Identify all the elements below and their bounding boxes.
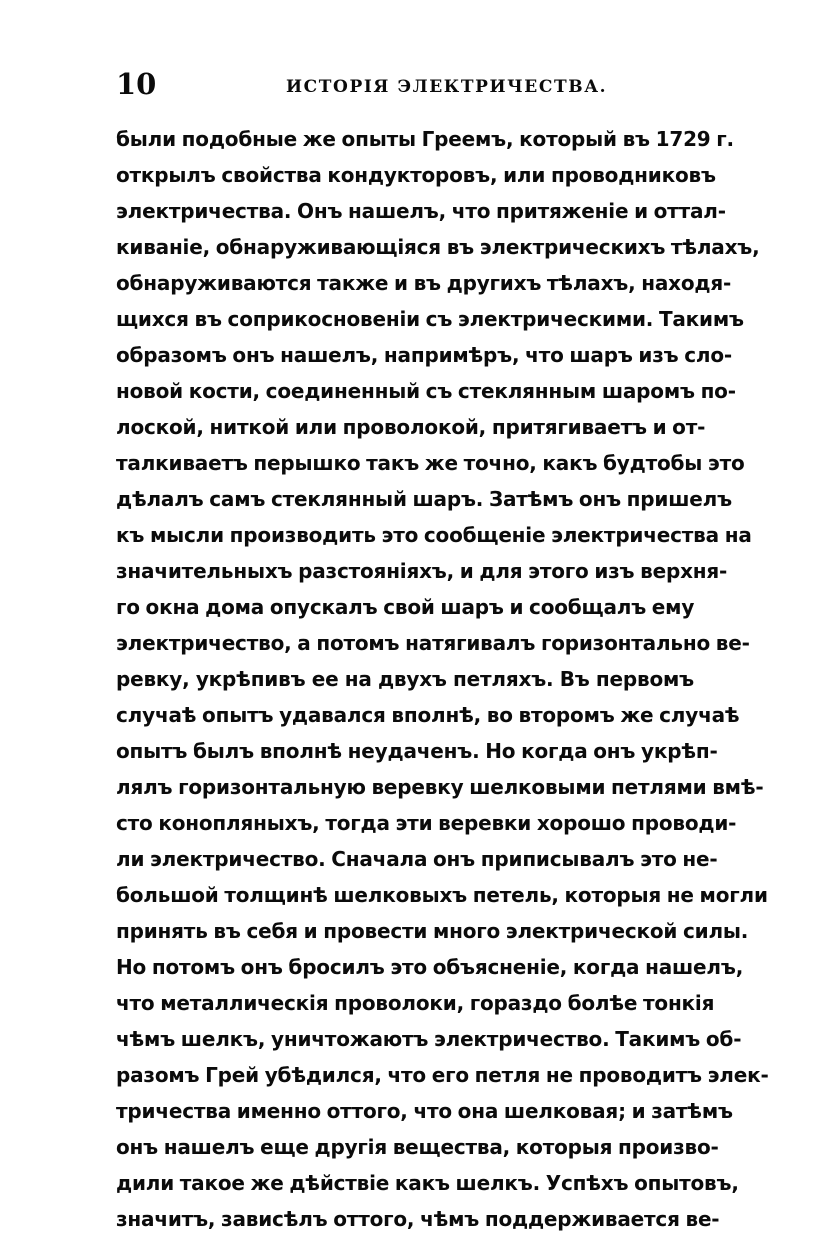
- text-line: киваніе, обнаруживающіяся въ электрическихъ тѣлахъ,: [116, 235, 760, 259]
- text-line: новой кости, соединенный съ стеклянным шаромъ по-: [116, 379, 736, 403]
- page-header: [0, 0, 840, 100]
- running-title: ИСТОРІЯ ЭЛЕКТРИЧЕСТВА.: [286, 77, 608, 97]
- text-line: дѣлалъ самъ стеклянный шаръ. Затѣмъ онъ пришелъ: [116, 487, 732, 511]
- text-line: были подобные же опыты Греемъ, который въ 1729 г.: [116, 127, 734, 151]
- body-text: [116, 121, 769, 1237]
- text-line: случаѣ опытъ удавался вполнѣ, во второмъ же случаѣ: [116, 703, 740, 727]
- text-line: тричества именно оттого, что она шелковая; и затѣмъ: [116, 1099, 733, 1123]
- text-line: лоской, ниткой или проволокой, притягиваетъ и от-: [116, 415, 706, 439]
- text-line: Но потомъ онъ бросилъ это объясненіе, когда нашелъ,: [116, 955, 744, 979]
- text-line: электричество, а потомъ натягивалъ горизонтально ве-: [116, 631, 750, 655]
- text-line: опытъ былъ вполнѣ неудаченъ. Но когда онъ укрѣп-: [116, 739, 718, 763]
- page-number: 10: [116, 67, 157, 101]
- text-line: щихся въ соприкосновеніи съ электрическими. Такимъ: [116, 307, 744, 331]
- text-line: что металлическія проволоки, гораздо болѣе тонкія: [116, 991, 715, 1015]
- text-line: обнаруживаются также и въ другихъ тѣлахъ, находя-: [116, 271, 732, 295]
- text-line: го окна дома опускалъ свой шаръ и сообщалъ ему: [116, 595, 695, 619]
- text-line: принять въ себя и провести много электрической силы.: [116, 919, 749, 943]
- text-line: къ мысли производить это сообщеніе электричества на: [116, 523, 752, 547]
- text-line: образомъ онъ нашелъ, напримѣръ, что шаръ изъ сло-: [116, 343, 733, 367]
- text-line: сто конопляныхъ, тогда эти веревки хорошо проводи-: [116, 811, 737, 835]
- text-line: значитъ, зависѣлъ оттого, чѣмъ поддерживается ве-: [116, 1207, 720, 1231]
- text-line: разомъ Грей убѣдился, что его петля не проводитъ элек-: [116, 1063, 769, 1087]
- text-line: талкиваетъ перышко такъ же точно, какъ будтобы это: [116, 451, 745, 475]
- text-line: электричества. Онъ нашелъ, что притяженіе и оттал-: [116, 199, 726, 223]
- text-line: открылъ свойства кондукторовъ, или проводниковъ: [116, 163, 716, 187]
- text-line: чѣмъ шелкъ, уничтожаютъ электричество. Такимъ об-: [116, 1027, 742, 1051]
- text-line: дили такое же дѣйствіе какъ шелкъ. Успѣхъ опытовъ,: [116, 1171, 739, 1195]
- text-line: большой толщинѣ шелковыхъ петель, которыя не могли: [116, 883, 768, 907]
- text-line: ли электричество. Сначала онъ приписывалъ это не-: [116, 847, 718, 871]
- text-line: значительныхъ разстояніяхъ, и для этого изъ верхня-: [116, 559, 728, 583]
- text-line: лялъ горизонтальную веревку шелковыми петлями вмѣ-: [116, 775, 764, 799]
- text-line: ревку, укрѣпивъ ее на двухъ петляхъ. Въ первомъ: [116, 667, 694, 691]
- text-line: онъ нашелъ еще другія вещества, которыя произво-: [116, 1135, 719, 1159]
